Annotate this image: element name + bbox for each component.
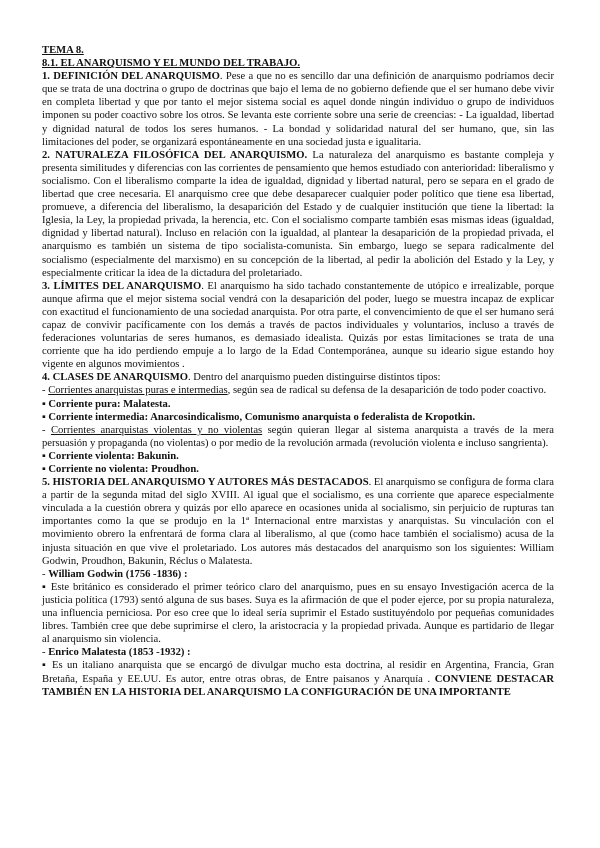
section-definicion — [42, 70, 554, 149]
closing-text: CONVIENE DESTACAR TAMBIÉN EN LA HISTORIA DEL ANARQUISMO LA CONFIGURACIÓN DE UNA IMPORTANTE — [42, 673, 555, 698]
document-page — [42, 44, 554, 699]
limites-text: . El anarquismo ha sido tachado constantemente de utópico e irrealizable, porque aunque afirma que el mejor sistema social vendrá con la desaparición del poder, luego se muestra incapaz de explicar con exactitud el funcionamiento de una sociedad anarquista. Por otra parte, el convencimiento de que el ser humano será capaz de convivir pacíficamente con los demás a través de pactos individuales y voluntarios, incluso a través de federaciones voluntarias de seres humanos, es demasiado idealista. Quizás por estas limitaciones se trata de una corriente que ha ido perdiendo empuje a lo largo de la Edad Contemporánea, aunque su ideario sigue estando hoy vigente en algunos movimientos . — [42, 280, 554, 371]
definicion-heading: 1. DEFINICIÓN DEL ANARQUISMO — [42, 71, 220, 83]
section-naturaleza — [42, 149, 554, 280]
clases-intro: . Dentro del anarquismo pueden distinguirse distintos tipos: — [188, 372, 441, 384]
limites-heading: 3. LÍMITES DEL ANARQUISMO — [42, 280, 202, 292]
clases-heading: 4. CLASES DE ANARQUISMO — [42, 372, 188, 384]
section-title: 8.1. EL ANARQUISMO Y EL MUNDO DEL TRABAJO. — [42, 58, 301, 70]
section-historia — [42, 476, 554, 568]
historia-heading: 5. HISTORIA DEL ANARQUISMO Y AUTORES MÁS DESTACADOS — [42, 477, 369, 489]
malatesta-text: ▪ Es un italiano anarquista que se encargó de divulgar mucho esta doctrina, al residir en Argentina, Francia, Gran Bretaña, España y EE.UU. Es autor, entre otras obras, de Entre paisanos y Anarquía . CONVIENE DESTACAR TAMBIÉN EN LA HISTORIA DEL ANARQUISMO LA CONFIGURACIÓN DE UNA IMPORTANTE — [42, 660, 555, 698]
section-limites — [42, 280, 554, 372]
malatesta-heading: - Enrico Malatesta (1853 -1932) : — [42, 647, 191, 659]
historia-text: . El anarquismo se configura de forma clara a partir de la segunda mitad del siglo XVIII. Al igual que el socialismo, es una corriente que aparece especialmente vinculada a la cuestión obrera y quizás por ello aparece en ocasiones unida al socialismo, sin perjuicio de rupturas tan importantes como la que se produjo en la 1ª Internacional entre marxistas y anarquistas. Su vinculación con el movimiento obrero la enfrentará de forma clara al liberalismo, al que (como hace también el socialismo) acusa de la injusta situación en que vive el proletariado. Los autores más destacados del anarquismo son los siguientes: William Godwin, Proudhon, Bakunin, Réclus o Malatesta. — [42, 477, 554, 567]
clases-bullet-violenta: ▪ Corriente violenta: Bakunin. — [42, 450, 179, 462]
naturaleza-text: La naturaleza del anarquismo es bastante compleja y presenta similitudes y diferencias con las corrientes de pensamiento que hemos estudiado con anterioridad: liberalismo y socialismo. Con el liberalismo comparte la idea de igualdad, dignidad y libertad natural, pero se separa en el grado de libertad que cree necesaria. El anarquismo cree que debe desaparecer cualquier poder político que tiene esa libertad, promueve, a diferencia del liberalismo, la desaparición del Estado y de cualquier institución que tiene la libertad: la Iglesia, la Ley, la propiedad privada, la herencia, etc. Con el socialismo comparte también esas mismas ideas (igualdad, dignidad y libertad natural). Incluso en relación con la igualdad, al plantear la desaparición de la propiedad privada, el anarquismo es también un sistema de tipo socialista-comunista. Sin embargo, luego se separa radicalmente del socialismo (especialmente del marxismo) en su concepción de la libertad, al pedir la abolición del Estado y la Ley, y especialmente criticar la idea de la dictadura del proletariado. — [42, 149, 554, 279]
clases-item-violentas: - Corrientes anarquistas violentas y no violentas según quieran llegar al sistema anarquista a través de la mera persuasión y propaganda (no violentas) o por medio de la revolución armada (revolución violenta e incluso sangrienta). — [42, 424, 554, 449]
naturaleza-heading: 2. NATURALEZA FILOSÓFICA DEL ANARQUISMO. — [42, 149, 308, 161]
godwin-heading: - William Godwin (1756 -1836) : — [42, 568, 188, 580]
definicion-text: . Pese a que no es sencillo dar una definición de anarquismo podríamos decir que se trata de una doctrina o grupo de doctrinas que bajo el lema de no gobierno defiende que el ser humano debe vivir en completa libertad y que por tanto el mejor sistema social es aquel donde ningún individuo o grupo de individuos imponen su poder coactivo sobre los otros. Se levanta este corriente sobre una serie de creencias: - La igualdad, libertad y dignidad natural de todos los seres humanos. - La bondad y solidaridad natural del ser humano, que, sin las limitaciones del poder, se organizará espontáneamente en una sociedad justa e igualitaria. — [42, 71, 554, 148]
clases-bullet-intermedia: ▪ Corriente intermedia: Anarcosindicalismo, Comunismo anarquista o federalista de Kropotkin. — [42, 411, 476, 423]
godwin-text: ▪ Este británico es considerado el primer teórico claro del anarquismo, pues en su ensayo Investigación acerca de la justicia política (1793) sentó alguna de sus bases. Suya es la afirmación de que el poder ejerce, por su propia naturaleza, una influencia perniciosa. Por eso cree que lo ideal sería suprimir el Estado sustituyéndolo por pequeñas comunidades libres. También cree que debe suprimirse el clero, la aristocracia y la propiedad privada. Aunque es partidario de llegar al anarquismo sin violencia. — [42, 581, 554, 646]
tema-title: TEMA 8. — [42, 45, 84, 56]
clases-bullet-no-violenta: ▪ Corriente no violenta: Proudhon. — [42, 464, 199, 475]
clases-bullet-pura: ▪ Corriente pura: Malatesta. — [42, 398, 171, 410]
section-clases — [42, 371, 554, 384]
clases-item-puras: - Corrientes anarquistas puras e intermedias, según sea de radical su defensa de la desaparición de todo poder coactivo. — [42, 385, 547, 397]
